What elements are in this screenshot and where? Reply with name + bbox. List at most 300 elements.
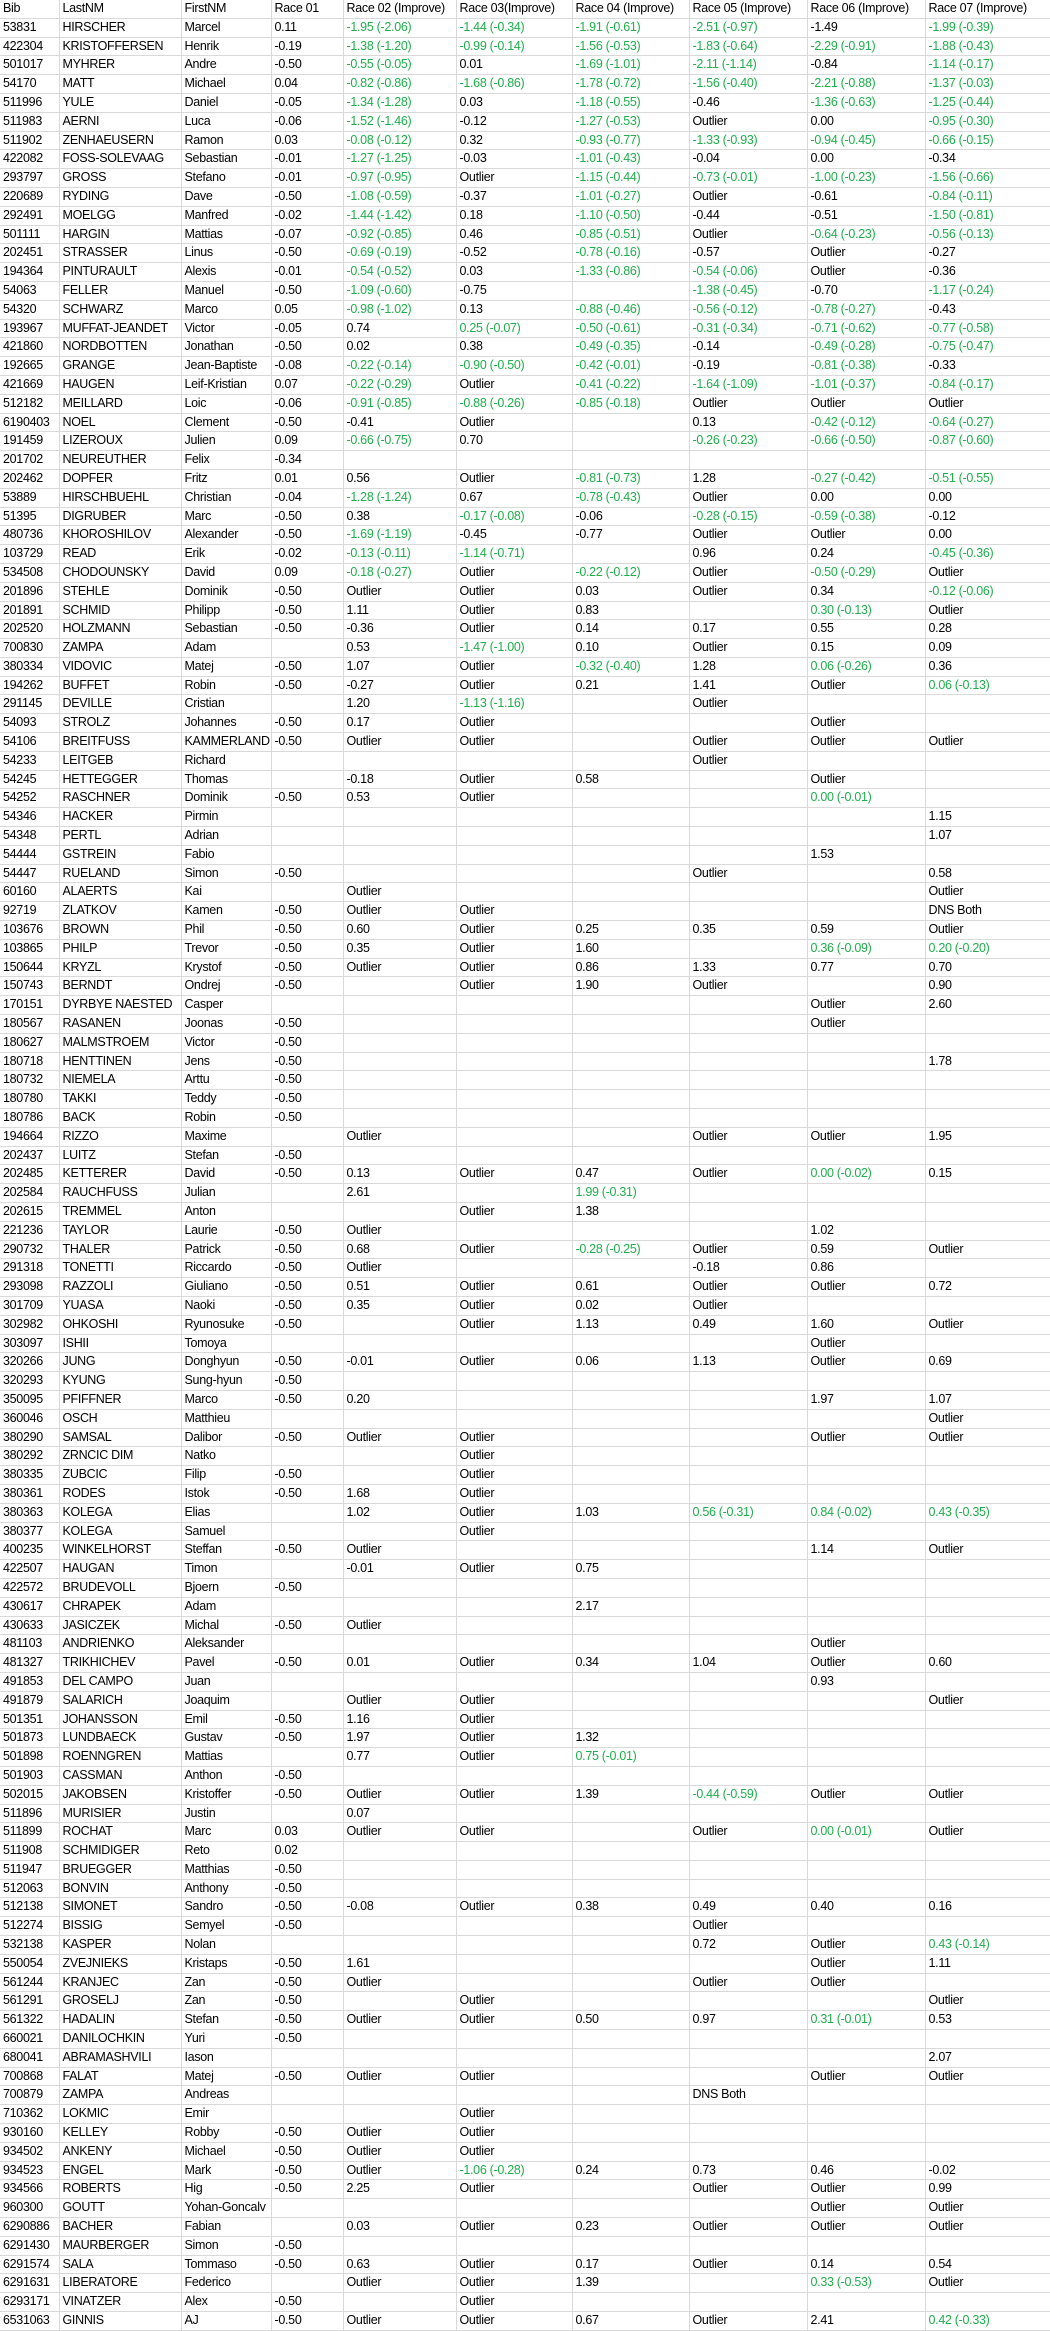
cell-race-01[interactable]: -0.50 (271, 1973, 343, 1992)
cell-race-03[interactable] (456, 2048, 572, 2067)
cell-bib[interactable]: 202462 (0, 469, 59, 488)
cell-race-02[interactable]: 0.35 (343, 939, 456, 958)
cell-last-name[interactable]: READ (59, 545, 181, 564)
cell-race-07[interactable]: -0.77 (-0.58) (925, 319, 1050, 338)
cell-race-01[interactable]: 0.09 (271, 432, 343, 451)
cell-race-01[interactable]: -0.50 (271, 1541, 343, 1560)
cell-race-07[interactable] (925, 1635, 1050, 1654)
cell-race-06[interactable]: Outlier (807, 244, 925, 263)
cell-race-04[interactable] (572, 902, 689, 921)
cell-first-name[interactable]: Adrian (181, 827, 271, 846)
cell-race-07[interactable]: 0.43 (-0.14) (925, 1936, 1050, 1955)
cell-race-02[interactable] (343, 1635, 456, 1654)
cell-first-name[interactable]: Sebastian (181, 620, 271, 639)
cell-race-07[interactable]: 0.00 (925, 488, 1050, 507)
cell-race-02[interactable] (343, 2048, 456, 2067)
cell-first-name[interactable]: Riccardo (181, 1259, 271, 1278)
cell-race-02[interactable]: Outlier (343, 902, 456, 921)
cell-last-name[interactable]: BACHER (59, 2218, 181, 2237)
cell-race-07[interactable]: -0.84 (-0.11) (925, 187, 1050, 206)
cell-race-01[interactable] (271, 827, 343, 846)
cell-race-07[interactable]: 1.78 (925, 1052, 1050, 1071)
cell-last-name[interactable]: JASICZEK (59, 1616, 181, 1635)
cell-bib[interactable]: 481103 (0, 1635, 59, 1654)
cell-first-name[interactable]: Matej (181, 657, 271, 676)
cell-first-name[interactable]: Joonas (181, 1015, 271, 1034)
cell-first-name[interactable]: Mark (181, 2161, 271, 2180)
cell-race-03[interactable]: Outlier (456, 789, 572, 808)
cell-race-05[interactable]: 1.28 (689, 657, 807, 676)
cell-race-07[interactable]: Outlier (925, 883, 1050, 902)
cell-race-06[interactable]: -2.21 (-0.88) (807, 75, 925, 94)
cell-race-07[interactable] (925, 1766, 1050, 1785)
cell-race-04[interactable] (572, 996, 689, 1015)
cell-race-07[interactable]: 1.11 (925, 1954, 1050, 1973)
cell-race-04[interactable] (572, 864, 689, 883)
cell-first-name[interactable]: Istok (181, 1484, 271, 1503)
cell-race-02[interactable] (343, 451, 456, 470)
cell-first-name[interactable]: Manfred (181, 206, 271, 225)
cell-bib[interactable]: 700830 (0, 639, 59, 658)
cell-race-07[interactable]: 0.06 (-0.13) (925, 676, 1050, 695)
cell-race-07[interactable] (925, 695, 1050, 714)
cell-race-04[interactable] (572, 751, 689, 770)
cell-last-name[interactable]: STROLZ (59, 714, 181, 733)
cell-race-01[interactable] (271, 1503, 343, 1522)
cell-first-name[interactable]: Michal (181, 1616, 271, 1635)
cell-race-04[interactable]: -0.50 (-0.61) (572, 319, 689, 338)
cell-race-02[interactable] (343, 1409, 456, 1428)
cell-race-01[interactable]: -0.50 (271, 1315, 343, 1334)
cell-first-name[interactable]: Naoki (181, 1296, 271, 1315)
cell-last-name[interactable]: FOSS-SOLEVAAG (59, 150, 181, 169)
cell-race-04[interactable] (572, 1522, 689, 1541)
cell-race-04[interactable] (572, 1390, 689, 1409)
cell-race-05[interactable]: -0.26 (-0.23) (689, 432, 807, 451)
cell-race-07[interactable]: -0.43 (925, 300, 1050, 319)
cell-race-05[interactable] (689, 2105, 807, 2124)
cell-first-name[interactable]: Aleksander (181, 1635, 271, 1654)
cell-race-01[interactable]: -0.50 (271, 2067, 343, 2086)
cell-race-04[interactable] (572, 2105, 689, 2124)
cell-race-03[interactable]: -1.14 (-0.71) (456, 545, 572, 564)
cell-first-name[interactable]: Andreas (181, 2086, 271, 2105)
cell-race-03[interactable]: Outlier (456, 676, 572, 695)
cell-race-07[interactable]: Outlier (925, 2199, 1050, 2218)
cell-bib[interactable]: 491853 (0, 1672, 59, 1691)
cell-race-07[interactable]: -0.34 (925, 150, 1050, 169)
cell-bib[interactable]: 54245 (0, 770, 59, 789)
cell-race-05[interactable]: -2.51 (-0.97) (689, 18, 807, 37)
cell-bib[interactable]: 92719 (0, 902, 59, 921)
cell-race-06[interactable] (807, 1184, 925, 1203)
cell-race-05[interactable] (689, 1992, 807, 2011)
cell-race-06[interactable]: 0.86 (807, 1259, 925, 1278)
cell-bib[interactable]: 421860 (0, 338, 59, 357)
cell-race-05[interactable] (689, 2236, 807, 2255)
cell-bib[interactable]: 202437 (0, 1146, 59, 1165)
cell-first-name[interactable]: Alexis (181, 263, 271, 282)
cell-last-name[interactable]: TAKKI (59, 1090, 181, 1109)
cell-race-07[interactable]: -0.75 (-0.47) (925, 338, 1050, 357)
cell-first-name[interactable]: Reto (181, 1842, 271, 1861)
cell-race-05[interactable] (689, 1691, 807, 1710)
cell-race-04[interactable] (572, 1409, 689, 1428)
cell-first-name[interactable]: Simon (181, 864, 271, 883)
cell-race-07[interactable]: 1.07 (925, 827, 1050, 846)
cell-race-03[interactable] (456, 1015, 572, 1034)
cell-race-07[interactable] (925, 2124, 1050, 2143)
cell-race-04[interactable] (572, 827, 689, 846)
cell-race-06[interactable]: Outlier (807, 1127, 925, 1146)
cell-race-03[interactable]: Outlier (456, 1428, 572, 1447)
cell-bib[interactable]: 380334 (0, 657, 59, 676)
cell-race-04[interactable] (572, 1842, 689, 1861)
cell-race-03[interactable] (456, 2030, 572, 2049)
cell-race-04[interactable] (572, 451, 689, 470)
cell-bib[interactable]: 511896 (0, 1804, 59, 1823)
cell-race-03[interactable] (456, 1541, 572, 1560)
cell-bib[interactable]: 380363 (0, 1503, 59, 1522)
cell-race-02[interactable]: 0.60 (343, 921, 456, 940)
cell-first-name[interactable]: Donghyun (181, 1353, 271, 1372)
cell-race-01[interactable]: -0.50 (271, 2236, 343, 2255)
cell-race-01[interactable] (271, 2105, 343, 2124)
cell-first-name[interactable]: Zan (181, 1992, 271, 2011)
cell-race-02[interactable]: -0.01 (343, 1353, 456, 1372)
cell-race-02[interactable]: -0.01 (343, 1560, 456, 1579)
cell-bib[interactable]: 934566 (0, 2180, 59, 2199)
cell-race-03[interactable]: Outlier (456, 1785, 572, 1804)
cell-last-name[interactable]: YUASA (59, 1296, 181, 1315)
cell-race-05[interactable]: Outlier (689, 695, 807, 714)
cell-race-07[interactable] (925, 714, 1050, 733)
cell-race-01[interactable]: -0.50 (271, 413, 343, 432)
cell-first-name[interactable]: Tomoya (181, 1334, 271, 1353)
cell-race-05[interactable]: -0.31 (-0.34) (689, 319, 807, 338)
cell-race-05[interactable]: Outlier (689, 1165, 807, 1184)
cell-last-name[interactable]: JAKOBSEN (59, 1785, 181, 1804)
cell-race-03[interactable] (456, 808, 572, 827)
cell-race-04[interactable]: 1.32 (572, 1729, 689, 1748)
cell-race-01[interactable] (271, 1804, 343, 1823)
cell-race-04[interactable] (572, 2199, 689, 2218)
cell-race-04[interactable]: 1.99 (-0.31) (572, 1184, 689, 1203)
cell-race-02[interactable] (343, 1109, 456, 1128)
cell-race-07[interactable]: -0.87 (-0.60) (925, 432, 1050, 451)
cell-race-06[interactable] (807, 2124, 925, 2143)
cell-last-name[interactable]: HIRSCHBUEHL (59, 488, 181, 507)
cell-race-06[interactable] (807, 1146, 925, 1165)
cell-race-04[interactable]: 0.50 (572, 2011, 689, 2030)
cell-last-name[interactable]: RIZZO (59, 1127, 181, 1146)
cell-first-name[interactable]: Phil (181, 921, 271, 940)
cell-race-06[interactable]: Outlier (807, 1015, 925, 1034)
cell-first-name[interactable]: Julian (181, 1184, 271, 1203)
cell-race-07[interactable] (925, 1334, 1050, 1353)
cell-last-name[interactable]: MUFFAT-JEANDET (59, 319, 181, 338)
cell-race-05[interactable] (689, 1447, 807, 1466)
cell-race-06[interactable]: Outlier (807, 676, 925, 695)
cell-race-02[interactable] (343, 1315, 456, 1334)
cell-race-02[interactable]: Outlier (343, 1823, 456, 1842)
cell-bib[interactable]: 202520 (0, 620, 59, 639)
cell-race-02[interactable]: -0.08 (343, 1898, 456, 1917)
cell-race-02[interactable] (343, 1146, 456, 1165)
cell-race-04[interactable] (572, 1484, 689, 1503)
cell-race-07[interactable] (925, 1522, 1050, 1541)
cell-race-05[interactable] (689, 902, 807, 921)
cell-race-03[interactable]: Outlier (456, 1992, 572, 2011)
cell-race-07[interactable]: -0.02 (925, 2161, 1050, 2180)
cell-race-04[interactable] (572, 1146, 689, 1165)
cell-race-07[interactable]: 1.07 (925, 1390, 1050, 1409)
cell-race-02[interactable]: Outlier (343, 733, 456, 752)
cell-race-03[interactable]: Outlier (456, 733, 572, 752)
cell-last-name[interactable]: DANILOCHKIN (59, 2030, 181, 2049)
cell-race-01[interactable]: -0.50 (271, 921, 343, 940)
cell-race-01[interactable]: -0.50 (271, 1917, 343, 1936)
cell-race-06[interactable]: -0.66 (-0.50) (807, 432, 925, 451)
cell-race-03[interactable]: Outlier (456, 770, 572, 789)
cell-race-04[interactable]: 0.06 (572, 1353, 689, 1372)
cell-first-name[interactable]: Marcel (181, 18, 271, 37)
cell-race-03[interactable] (456, 1033, 572, 1052)
cell-race-06[interactable] (807, 864, 925, 883)
cell-last-name[interactable]: HADALIN (59, 2011, 181, 2030)
cell-bib[interactable]: 54106 (0, 733, 59, 752)
cell-race-02[interactable]: 0.13 (343, 1165, 456, 1184)
cell-bib[interactable]: 53889 (0, 488, 59, 507)
cell-race-03[interactable]: Outlier (456, 2218, 572, 2237)
cell-race-03[interactable]: Outlier (456, 1447, 572, 1466)
cell-race-05[interactable]: 0.17 (689, 620, 807, 639)
cell-race-06[interactable] (807, 2048, 925, 2067)
cell-race-02[interactable]: Outlier (343, 2124, 456, 2143)
cell-race-07[interactable] (925, 2142, 1050, 2161)
cell-bib[interactable]: 221236 (0, 1221, 59, 1240)
cell-race-05[interactable] (689, 1409, 807, 1428)
cell-last-name[interactable]: NEUREUTHER (59, 451, 181, 470)
cell-race-06[interactable] (807, 1860, 925, 1879)
cell-race-03[interactable]: Outlier (456, 1466, 572, 1485)
cell-race-04[interactable]: -0.49 (-0.35) (572, 338, 689, 357)
cell-last-name[interactable]: RASANEN (59, 1015, 181, 1034)
cell-race-05[interactable] (689, 1071, 807, 1090)
cell-last-name[interactable]: MOELGG (59, 206, 181, 225)
header-race-06[interactable]: Race 06 (Improve) (807, 0, 925, 18)
cell-race-02[interactable] (343, 996, 456, 1015)
cell-race-05[interactable]: 1.04 (689, 1654, 807, 1673)
cell-race-04[interactable] (572, 714, 689, 733)
cell-last-name[interactable]: CHODOUNSKY (59, 563, 181, 582)
cell-race-03[interactable] (456, 1578, 572, 1597)
cell-bib[interactable]: 170151 (0, 996, 59, 1015)
cell-race-01[interactable]: -0.50 (271, 1240, 343, 1259)
cell-race-03[interactable] (456, 1090, 572, 1109)
cell-race-02[interactable]: -0.54 (-0.52) (343, 263, 456, 282)
cell-race-04[interactable]: -1.56 (-0.53) (572, 37, 689, 56)
cell-first-name[interactable]: Jean-Baptiste (181, 357, 271, 376)
cell-race-03[interactable]: Outlier (456, 714, 572, 733)
cell-race-05[interactable] (689, 1635, 807, 1654)
cell-race-03[interactable] (456, 1766, 572, 1785)
cell-race-06[interactable] (807, 1766, 925, 1785)
cell-race-06[interactable]: Outlier (807, 770, 925, 789)
cell-race-02[interactable]: -0.98 (-1.02) (343, 300, 456, 319)
cell-race-03[interactable]: -1.06 (-0.28) (456, 2161, 572, 2180)
cell-race-01[interactable] (271, 1691, 343, 1710)
cell-first-name[interactable]: Dalibor (181, 1428, 271, 1447)
cell-race-07[interactable]: -1.25 (-0.44) (925, 93, 1050, 112)
cell-bib[interactable]: 54346 (0, 808, 59, 827)
cell-race-02[interactable] (343, 2199, 456, 2218)
cell-race-01[interactable]: -0.19 (271, 37, 343, 56)
cell-race-06[interactable]: 1.02 (807, 1221, 925, 1240)
cell-race-02[interactable]: -1.08 (-0.59) (343, 187, 456, 206)
cell-race-07[interactable]: -1.88 (-0.43) (925, 37, 1050, 56)
cell-bib[interactable]: 54170 (0, 75, 59, 94)
cell-race-05[interactable] (689, 845, 807, 864)
cell-last-name[interactable]: GROSS (59, 169, 181, 188)
cell-last-name[interactable]: DIGRUBER (59, 507, 181, 526)
header-race-02[interactable]: Race 02 (Improve) (343, 0, 456, 18)
cell-race-06[interactable]: 0.55 (807, 620, 925, 639)
cell-race-05[interactable]: Outlier (689, 225, 807, 244)
cell-race-06[interactable]: -0.59 (-0.38) (807, 507, 925, 526)
cell-race-01[interactable]: -0.05 (271, 93, 343, 112)
cell-race-06[interactable]: 0.77 (807, 958, 925, 977)
cell-race-05[interactable] (689, 2067, 807, 2086)
cell-race-03[interactable]: 0.46 (456, 225, 572, 244)
cell-race-03[interactable] (456, 1184, 572, 1203)
cell-race-01[interactable] (271, 1127, 343, 1146)
cell-race-03[interactable] (456, 2199, 572, 2218)
cell-race-04[interactable] (572, 1578, 689, 1597)
cell-first-name[interactable]: Gustav (181, 1729, 271, 1748)
cell-first-name[interactable]: Adam (181, 1597, 271, 1616)
cell-race-06[interactable]: Outlier (807, 1334, 925, 1353)
cell-race-05[interactable]: Outlier (689, 2255, 807, 2274)
cell-race-06[interactable] (807, 1578, 925, 1597)
cell-race-03[interactable]: 0.38 (456, 338, 572, 357)
cell-race-05[interactable]: 0.35 (689, 921, 807, 940)
cell-last-name[interactable]: ROBERTS (59, 2180, 181, 2199)
cell-race-06[interactable]: Outlier (807, 714, 925, 733)
cell-bib[interactable]: 512063 (0, 1879, 59, 1898)
cell-race-07[interactable]: -1.37 (-0.03) (925, 75, 1050, 94)
cell-race-05[interactable]: Outlier (689, 864, 807, 883)
cell-first-name[interactable]: Trevor (181, 939, 271, 958)
cell-race-04[interactable] (572, 1447, 689, 1466)
cell-race-03[interactable]: Outlier (456, 1296, 572, 1315)
cell-bib[interactable]: 53831 (0, 18, 59, 37)
cell-race-06[interactable] (807, 1879, 925, 1898)
cell-race-07[interactable] (925, 1071, 1050, 1090)
cell-race-03[interactable]: Outlier (456, 1729, 572, 1748)
cell-bib[interactable]: 512182 (0, 394, 59, 413)
cell-bib[interactable]: 54093 (0, 714, 59, 733)
cell-last-name[interactable]: SCHMIDIGER (59, 1842, 181, 1861)
cell-first-name[interactable]: Timon (181, 1560, 271, 1579)
cell-race-05[interactable] (689, 1672, 807, 1691)
cell-race-07[interactable]: 0.72 (925, 1278, 1050, 1297)
cell-first-name[interactable]: Pavel (181, 1654, 271, 1673)
cell-race-05[interactable]: 0.97 (689, 2011, 807, 2030)
cell-race-01[interactable]: -0.50 (271, 1654, 343, 1673)
cell-race-04[interactable] (572, 1221, 689, 1240)
cell-race-03[interactable]: Outlier (456, 582, 572, 601)
cell-race-01[interactable] (271, 695, 343, 714)
cell-race-05[interactable]: 1.41 (689, 676, 807, 695)
cell-bib[interactable]: 6291631 (0, 2274, 59, 2293)
cell-race-01[interactable] (271, 883, 343, 902)
cell-race-04[interactable] (572, 2124, 689, 2143)
cell-bib[interactable]: 511996 (0, 93, 59, 112)
cell-race-04[interactable]: 0.17 (572, 2255, 689, 2274)
cell-bib[interactable]: 54252 (0, 789, 59, 808)
cell-race-07[interactable]: -0.84 (-0.17) (925, 375, 1050, 394)
cell-race-07[interactable]: -0.95 (-0.30) (925, 112, 1050, 131)
cell-race-04[interactable] (572, 1917, 689, 1936)
cell-race-02[interactable] (343, 1372, 456, 1391)
header-last-name[interactable]: LastNM (59, 0, 181, 18)
cell-race-06[interactable]: -0.51 (807, 206, 925, 225)
cell-first-name[interactable]: Dave (181, 187, 271, 206)
cell-race-02[interactable]: 0.01 (343, 1654, 456, 1673)
cell-bib[interactable]: 180786 (0, 1109, 59, 1128)
cell-race-04[interactable] (572, 1691, 689, 1710)
cell-last-name[interactable]: DEL CAMPO (59, 1672, 181, 1691)
cell-race-02[interactable] (343, 1917, 456, 1936)
cell-race-06[interactable]: Outlier (807, 1936, 925, 1955)
cell-race-01[interactable]: -0.50 (271, 789, 343, 808)
cell-race-04[interactable] (572, 1071, 689, 1090)
cell-bib[interactable]: 561244 (0, 1973, 59, 1992)
cell-race-05[interactable] (689, 1616, 807, 1635)
cell-bib[interactable]: 511947 (0, 1860, 59, 1879)
cell-race-04[interactable] (572, 1823, 689, 1842)
cell-first-name[interactable]: Daniel (181, 93, 271, 112)
cell-first-name[interactable]: Giuliano (181, 1278, 271, 1297)
cell-race-01[interactable]: 0.05 (271, 300, 343, 319)
cell-race-07[interactable]: 0.54 (925, 2255, 1050, 2274)
cell-race-03[interactable] (456, 1109, 572, 1128)
cell-race-03[interactable]: Outlier (456, 2105, 572, 2124)
cell-race-01[interactable]: -0.50 (271, 1390, 343, 1409)
cell-race-01[interactable] (271, 845, 343, 864)
cell-race-06[interactable]: Outlier (807, 2199, 925, 2218)
cell-race-06[interactable]: 0.40 (807, 1898, 925, 1917)
cell-race-01[interactable]: -0.01 (271, 169, 343, 188)
cell-bib[interactable]: 180567 (0, 1015, 59, 1034)
cell-race-07[interactable]: Outlier (925, 1992, 1050, 2011)
cell-race-05[interactable]: DNS Both (689, 2086, 807, 2105)
cell-race-05[interactable]: Outlier (689, 1127, 807, 1146)
cell-race-06[interactable]: -1.49 (807, 18, 925, 37)
cell-race-05[interactable]: Outlier (689, 1973, 807, 1992)
cell-last-name[interactable]: BRUEGGER (59, 1860, 181, 1879)
cell-race-01[interactable] (271, 1635, 343, 1654)
cell-race-06[interactable] (807, 1804, 925, 1823)
cell-first-name[interactable]: Elias (181, 1503, 271, 1522)
cell-first-name[interactable]: Semyel (181, 1917, 271, 1936)
cell-race-01[interactable]: -0.50 (271, 733, 343, 752)
cell-race-05[interactable] (689, 451, 807, 470)
cell-race-01[interactable]: -0.34 (271, 451, 343, 470)
cell-race-01[interactable]: -0.50 (271, 676, 343, 695)
cell-race-05[interactable] (689, 827, 807, 846)
